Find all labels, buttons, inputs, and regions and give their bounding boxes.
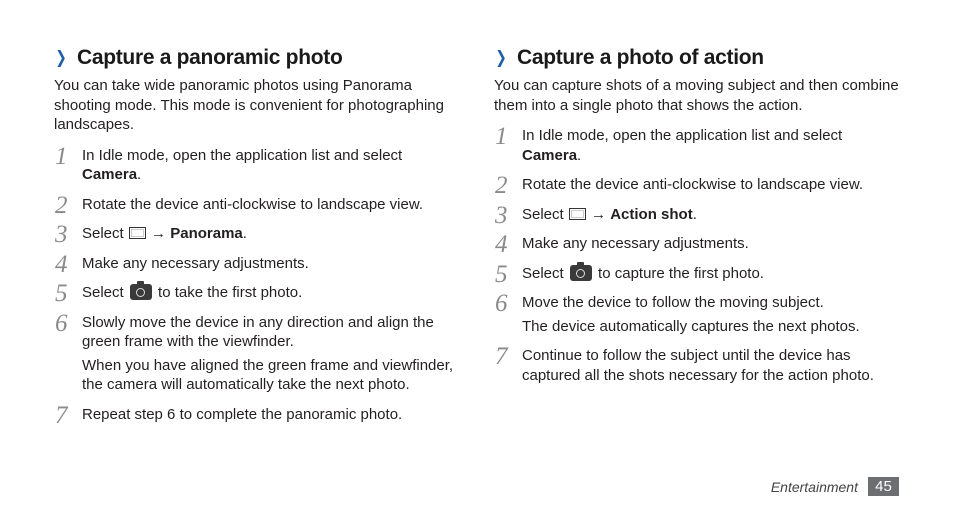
step-number: 1 <box>55 142 68 170</box>
step-number: 3 <box>495 201 508 229</box>
step-post: to take the first photo. <box>158 284 303 301</box>
step-bold-text: Camera <box>82 166 138 183</box>
step-number: 5 <box>55 280 68 307</box>
step-bold-text: Camera <box>522 146 578 164</box>
step-text: Repeat step 6 to complete the panoramic photo. <box>82 405 403 423</box>
step-note: When you have aligned the green frame and viewfinder, the camera will automatically take the next photo. <box>82 356 454 393</box>
step-number: 6 <box>495 290 508 317</box>
step-number: 7 <box>55 401 68 429</box>
step-item <box>54 401 464 429</box>
step-post: to capture the first photo. <box>598 264 764 282</box>
step-text: In Idle mode, open the application list and select <box>82 146 403 164</box>
chevron-right-icon: ❯ <box>55 48 67 67</box>
shooting-mode-icon <box>569 208 586 220</box>
section-title: Capture a photo of action <box>516 46 764 69</box>
step-text: Move the device to follow the moving subject. <box>522 294 824 311</box>
step-item <box>54 221 464 248</box>
step-number: 6 <box>55 309 68 337</box>
section-title: Capture a panoramic photo <box>76 46 343 69</box>
step-end: . <box>137 166 142 183</box>
section-intro: You can take wide panoramic photos using Panorama shooting mode. This mode is convenient for photographing landscapes. <box>54 77 444 133</box>
step-arrow: → <box>151 225 167 242</box>
step-bold-text: Action shot <box>610 205 693 223</box>
section-heading <box>54 44 464 72</box>
step-item <box>494 201 899 229</box>
page-footer <box>771 477 899 496</box>
step-number: 3 <box>55 221 68 248</box>
step-number: 2 <box>55 191 68 219</box>
step-pre: Select <box>522 264 564 282</box>
page-number-badge: 45 <box>868 477 899 496</box>
chevron-right-icon: ❯ <box>495 48 507 67</box>
step-note: The device automatically captures the next photos. <box>522 317 860 335</box>
step-pre: Select <box>82 225 124 242</box>
step-item <box>494 123 899 165</box>
step-item <box>494 231 899 258</box>
step-item <box>54 250 464 278</box>
step-item <box>54 280 464 307</box>
step-bold-text: Panorama <box>170 225 243 242</box>
step-number: 7 <box>495 343 508 370</box>
step-item <box>54 191 464 219</box>
step-text: Continue to follow the subject until the device has captured all the shots necessary for the action photo. <box>522 347 874 384</box>
step-number: 4 <box>55 250 68 278</box>
step-text: Make any necessary adjustments. <box>522 235 749 252</box>
step-pre: Select <box>82 284 124 301</box>
step-number: 1 <box>495 123 508 150</box>
step-text: Make any necessary adjustments. <box>82 254 309 272</box>
right-column <box>494 44 899 385</box>
step-pre: Select <box>522 205 564 223</box>
camera-shutter-icon <box>130 284 152 300</box>
step-text: Slowly move the device in any direction and align the green frame with the viewfinder. <box>82 313 434 350</box>
step-text: In Idle mode, open the application list and select <box>522 127 843 144</box>
shooting-mode-icon <box>129 227 146 239</box>
left-column <box>54 44 464 429</box>
step-end: . <box>242 225 247 242</box>
step-number: 5 <box>495 260 508 288</box>
step-number: 2 <box>495 172 508 199</box>
step-arrow: → <box>591 205 607 223</box>
section-heading <box>494 44 899 72</box>
step-item <box>494 172 899 199</box>
step-text: Rotate the device anti-clockwise to landscape view. <box>522 176 864 193</box>
step-number: 4 <box>495 231 508 258</box>
step-end: . <box>577 146 582 164</box>
step-item <box>494 343 899 385</box>
footer-section-name: Entertainment <box>770 478 858 495</box>
camera-shutter-icon <box>570 265 592 281</box>
section-intro: You can capture shots of a moving subject and then combine them into a single photo that shows the action. <box>494 77 899 114</box>
step-text: Rotate the device anti-clockwise to landscape view. <box>82 195 424 213</box>
step-item <box>54 309 464 395</box>
step-end: . <box>692 205 697 223</box>
step-item <box>54 142 464 185</box>
step-item <box>494 290 899 336</box>
step-item <box>494 260 899 288</box>
